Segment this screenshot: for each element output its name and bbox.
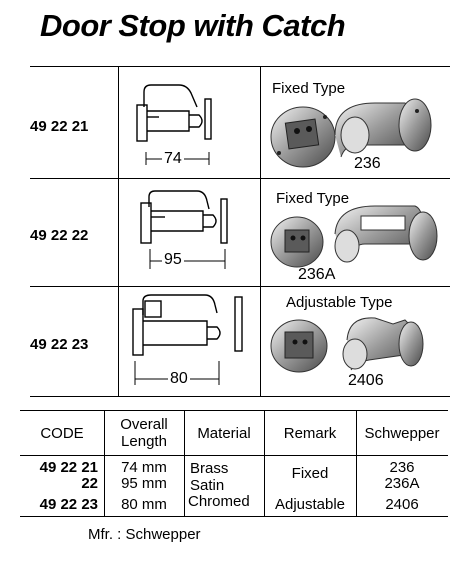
grid-line bbox=[30, 396, 450, 397]
table-code: 49 22 23 bbox=[39, 496, 98, 513]
product-code: 49 22 23 bbox=[30, 336, 89, 353]
product-photo bbox=[265, 95, 440, 180]
product-code: 49 22 21 bbox=[30, 118, 89, 135]
table-material: Brass bbox=[190, 460, 229, 477]
table-code: 22 bbox=[81, 475, 98, 492]
header-material: Material bbox=[197, 425, 251, 442]
type-label: Fixed Type bbox=[272, 80, 346, 97]
table-remark: Fixed bbox=[291, 465, 329, 482]
part-number: 236 bbox=[354, 155, 381, 172]
header-code: CODE bbox=[40, 425, 84, 442]
header-length-line1: Overall bbox=[120, 416, 168, 433]
header-schwepper: Schwepper bbox=[364, 425, 440, 442]
product-photo bbox=[265, 310, 440, 380]
product-photo bbox=[265, 204, 440, 274]
table-schwepper: 236 bbox=[389, 459, 415, 476]
header-remark: Remark bbox=[283, 425, 337, 442]
table-line bbox=[20, 455, 448, 456]
table-code: 49 22 21 bbox=[39, 459, 98, 476]
type-label: Adjustable Type bbox=[286, 294, 393, 311]
table-remark: Adjustable bbox=[274, 496, 346, 513]
product-code: 49 22 22 bbox=[30, 227, 89, 244]
dimension-label: 74 bbox=[164, 150, 182, 167]
header-length-line2: Length bbox=[121, 433, 167, 450]
table-schwepper: 236A bbox=[384, 475, 420, 492]
table-length: 80 mm bbox=[121, 496, 167, 513]
door-stop-drawing bbox=[119, 67, 259, 177]
door-stop-drawing bbox=[119, 179, 259, 285]
table-material: Satin bbox=[190, 477, 225, 494]
grid-line bbox=[260, 66, 261, 396]
dimension-label: 95 bbox=[164, 251, 182, 268]
part-number: 236A bbox=[298, 266, 336, 283]
part-number: 2406 bbox=[348, 372, 384, 389]
type-label: Fixed Type bbox=[276, 190, 350, 207]
manufacturer-note: Mfr. : Schwepper bbox=[88, 526, 201, 543]
dimension-label: 80 bbox=[170, 370, 188, 387]
table-length: 74 mm bbox=[121, 459, 167, 476]
page-title: Door Stop with Catch bbox=[40, 8, 346, 43]
table-line bbox=[20, 410, 448, 411]
table-length: 95 mm bbox=[121, 475, 167, 492]
table-schwepper: 2406 bbox=[385, 496, 419, 513]
table-line bbox=[20, 516, 448, 517]
table-material: Chromed bbox=[188, 493, 250, 510]
